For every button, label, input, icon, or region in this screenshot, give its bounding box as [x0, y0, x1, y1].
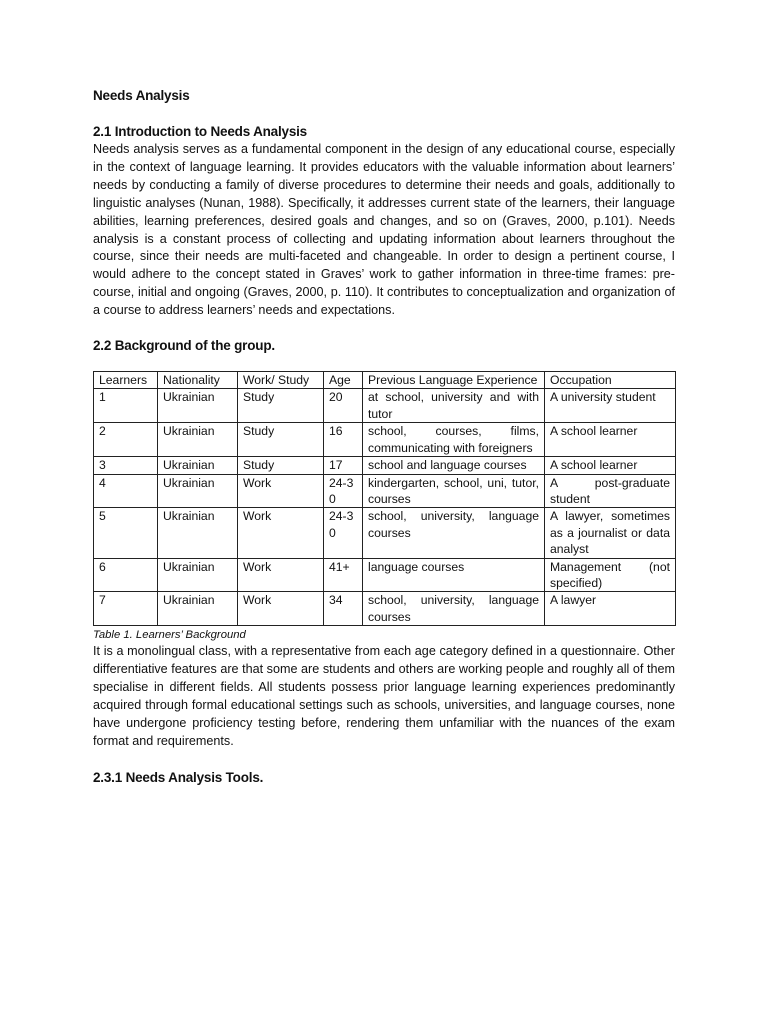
table-cell: 4 — [94, 474, 158, 508]
table-cell: A lawyer, sometimes as a journalist or data analyst — [545, 508, 676, 558]
header-cell: Learners — [94, 372, 158, 389]
table-cell: Ukrainian — [158, 508, 238, 558]
table-row — [94, 389, 676, 423]
table-cell: Ukrainian — [158, 389, 238, 423]
table-cell: A lawyer — [545, 592, 676, 626]
table-cell: A school learner — [545, 423, 676, 457]
table-cell: Work — [238, 474, 324, 508]
table-cell: Ukrainian — [158, 474, 238, 508]
table-cell: Ukrainian — [158, 457, 238, 474]
table-header-row — [94, 372, 676, 389]
table-cell: 2 — [94, 423, 158, 457]
table-cell: kindergarten, school, uni, tutor, courses — [363, 474, 545, 508]
table-cell: Study — [238, 389, 324, 423]
table-cell: language courses — [363, 558, 545, 592]
table-cell: Ukrainian — [158, 558, 238, 592]
learners-table — [93, 371, 676, 626]
table-row — [94, 423, 676, 457]
table-cell: 41+ — [324, 558, 363, 592]
section-heading-tools: 2.3.1 Needs Analysis Tools. — [93, 769, 264, 785]
header-cell: Age — [324, 372, 363, 389]
header-cell: Occupation — [545, 372, 676, 389]
table-cell: school, university, language courses — [363, 592, 545, 626]
header-cell: Work/ Study — [238, 372, 324, 389]
table-cell: 24-30 — [324, 474, 363, 508]
table-cell: 5 — [94, 508, 158, 558]
header-cell: Previous Language Experience — [363, 372, 545, 389]
table-cell: 7 — [94, 592, 158, 626]
table-cell: Ukrainian — [158, 423, 238, 457]
table-row — [94, 508, 676, 558]
background-paragraph: It is a monolingual class, with a representative from each age category defined in a questionnaire. Other differentiative features are that some are students and others are working people and roughly all of them specialise in different fields. All students possess prior language learning experiences predominantly acquired through formal educational settings such as schools, universities, and language courses, none have undergone proficiency testing before, rendering them unfamiliar with the nuances of the exam format and requirements. — [93, 644, 675, 748]
document-title: Needs Analysis — [93, 88, 190, 103]
table-cell: at school, university and with tutor — [363, 389, 545, 423]
table-cell: A school learner — [545, 457, 676, 474]
table-cell: 1 — [94, 389, 158, 423]
table-caption: Table 1. Learners’ Background — [93, 629, 246, 642]
table-cell: A university student — [545, 389, 676, 423]
header-cell: Nationality — [158, 372, 238, 389]
table-cell: Study — [238, 457, 324, 474]
table-row — [94, 457, 676, 474]
section-heading-intro: 2.1 Introduction to Needs Analysis — [93, 124, 307, 139]
table-cell: 16 — [324, 423, 363, 457]
intro-paragraph: Needs analysis serves as a fundamental component in the design of any educational course, especially in the context of language learning. It provides educators with the valuable information about learners’ needs by conducting a family of diverse procedures to determine their needs and goals, additionally to linguistic analyses (Nunan, 1988). Specifically, it addresses current state of the learners, their language abilities, learning preferences, desired goals and changes, and so on (Graves, 2000, p.101). Needs analysis is a constant process of collecting and updating information about learners throughout the course, since their needs are multi-faceted and changeable. In order to design a pertinent course, I would adhere to the concept stated in Graves’ work to gather information in three-time frames: pre-course, initial and ongoing (Graves, 2000, p. 110). It contributes to conceptualization and organization of a course to address learners’ needs and expectations. — [93, 142, 675, 318]
table-row — [94, 592, 676, 626]
table-row — [94, 558, 676, 592]
table-cell: A post-graduate student — [545, 474, 676, 508]
table-cell: 6 — [94, 558, 158, 592]
table-cell: Work — [238, 558, 324, 592]
section-heading-background: 2.2 Background of the group. — [93, 338, 275, 354]
table-cell: 17 — [324, 457, 363, 474]
table-cell: school and language courses — [363, 457, 545, 474]
table-cell: school, university, language courses — [363, 508, 545, 558]
table-cell: 3 — [94, 457, 158, 474]
table-row — [94, 474, 676, 508]
table-cell: Work — [238, 592, 324, 626]
table-cell: Study — [238, 423, 324, 457]
table-cell: Ukrainian — [158, 592, 238, 626]
table-cell: 34 — [324, 592, 363, 626]
document-page — [93, 82, 675, 787]
table-cell: Work — [238, 508, 324, 558]
table-cell: 20 — [324, 389, 363, 423]
table-cell: 24-30 — [324, 508, 363, 558]
table-cell: Management (not specified) — [545, 558, 676, 592]
table-cell: school, courses, films, communicating with foreigners — [363, 423, 545, 457]
